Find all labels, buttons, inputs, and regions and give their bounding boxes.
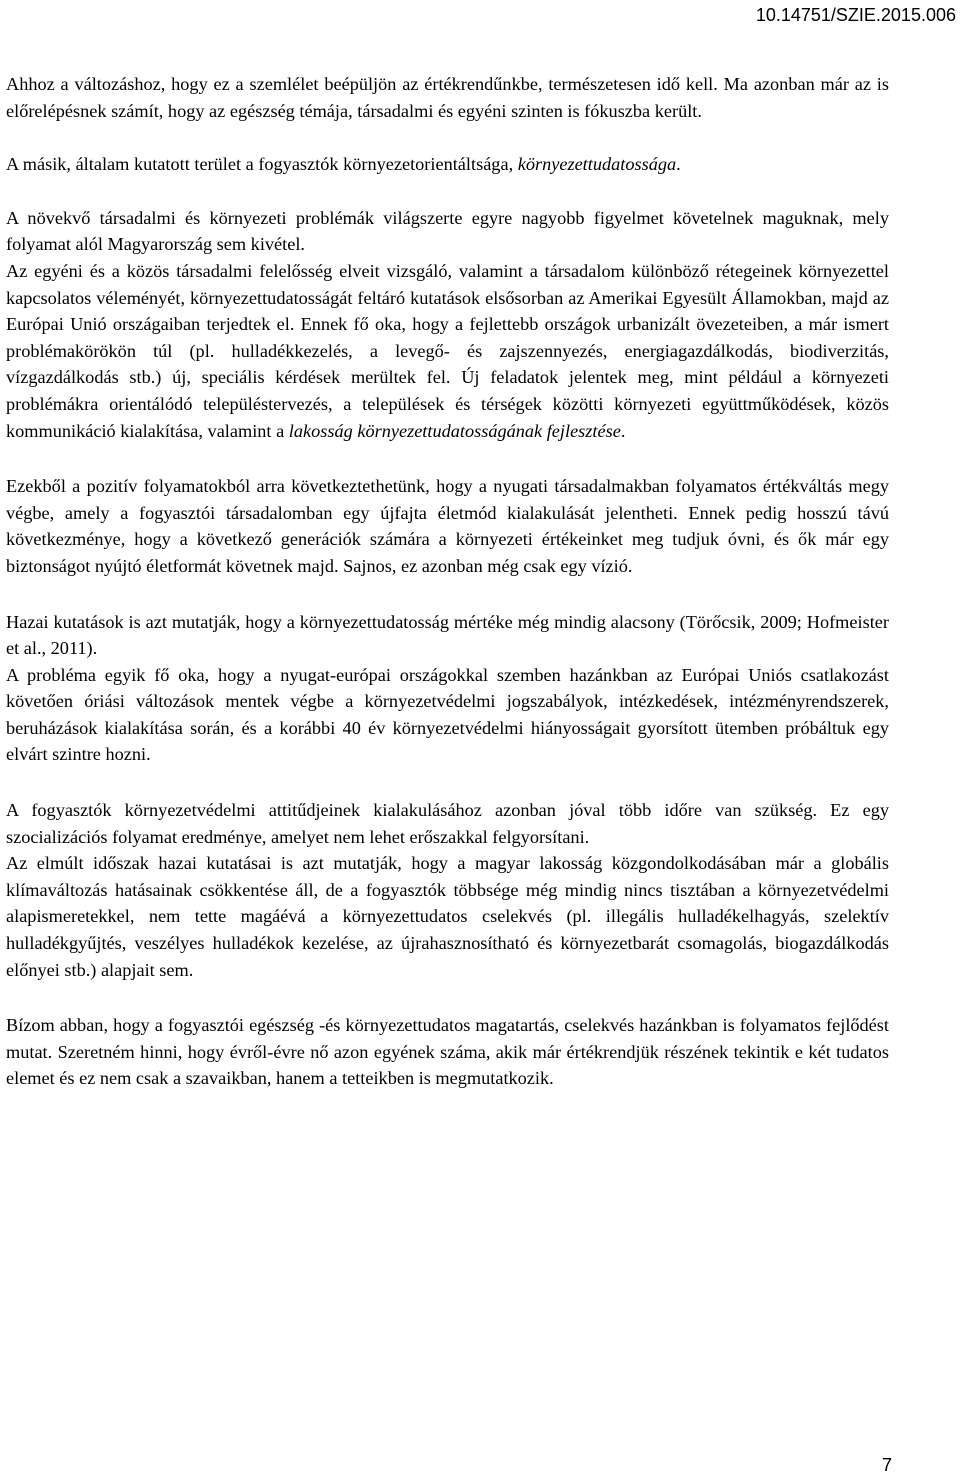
page-number: 7 [881, 1455, 892, 1475]
paragraph-7: A probléma egyik fő oka, hogy a nyugat-európai országokkal szemben hazánkban az Európai Uniós csatlakozást követően óriási változások mentek végbe a környezetvédelmi jogszabályok, intézkedések, intézményrendszerek, beruházások kialakítása során, és a korábbi 40 év környezetvédelmi hiányosságait gyorsított ütemben próbáltuk egy elvárt szintre hozni. [6, 664, 889, 765]
paragraph-5: Ezekből a pozitív folyamatokból arra következtethetünk, hogy a nyugati társadalmakban folyamatos értékváltás megy végbe, amely a fogyasztói társadalomban egy újfajta életmód kialakulását jelentheti. Ennek pedig hosszú távú következménye, hogy a következő generációk számára a környezeti értékeinket meg tudjuk óvni, és ők már egy biztonságot nyújtó életformát követnek majd. Sajnos, ez azonban még csak egy vízió. [6, 476, 889, 576]
paragraph-4-end: . [620, 420, 626, 441]
paragraph-2-emphasis: környezettudatossága [517, 154, 677, 175]
paragraph-4 [6, 258, 889, 444]
paragraph-8: A fogyasztók környezetvédelmi attitűdjeinek kialakulásához azonban jóval több időre van szükség. Ez egy szocializációs folyamat eredménye, amelyet nem lehet erőszakkal felgyorsítani. [6, 800, 889, 847]
paragraph-9: Az elmúlt időszak hazai kutatásai is azt mutatják, hogy a magyar lakosság közgondolkodásában már a globális klímaváltozás hatásainak csökkentése áll, de a fogyasztók többsége még mindig nincs tisztában a környezetvédelmi alapismeretekkel, nem tette magáévá a környezettudatos cselekvés (pl. illegális hulladékelhagyás, szelektív hulladékgyűjtés, veszélyes hulladékok kezelése, az újrahasznosítható és környezetbarát csomagolás, biogazdálkodás előnyei stb.) alapjait sem. [6, 853, 889, 980]
paragraph-6: Hazai kutatások is azt mutatják, hogy a környezettudatosság mértéke még mindig alacsony (Törőcsik, 2009; Hofmeister et al., 2011). [6, 611, 889, 659]
paragraph-4-text: Az egyéni és a közös társadalmi felelősség elveit vizsgáló, valamint a társadalom különböző rétegeinek környezettel kapcsolatos véleményét, környezettudatosságát feltáró kutatások elsősorban az Amerikai Egyesült Államokban, majd az Európai Unió országaiban terjedtek el. Ennek fő oka, hogy a fejlettebb országok urbanizált övezeteiben, a már ismert problémakörökön túl (pl. hulladékkezelés, a levegő- és zajszennyezés, energiagazdálkodás, biodiverzitás, vízgazdálkodás stb.) új, speciális kérdések merültek fel. Új feladatok jelentek meg, mint például a környezeti problémákra orientálódó településtervezés, a települések és térségek közötti környezeti együttműködések, közös kommunikáció kialakítása, valamint a [6, 260, 889, 441]
paragraph-10: Bízom abban, hogy a fogyasztói egészség -és környezettudatos magatartás, cselekvés hazánkban is folyamatos fejlődést mutat. Szeretném hinni, hogy évről-évre nő azon egyének száma, akik már értékrendjük részének tekintik e két tudatos elemet és ez nem csak a szavaikban, hanem a tetteikben is megmutatkozik. [6, 1015, 889, 1089]
paragraph-3: A növekvő társadalmi és környezeti problémák világszerte egyre nagyobb figyelmet követelnek maguknak, mely folyamat alól Magyarország sem kivétel. [6, 207, 889, 255]
paragraph-2-end: . [676, 154, 681, 175]
paragraph-1: Ahhoz a változáshoz, hogy ez a szemlélet beépüljön az értékrendűnkbe, természetesen idő kell. Ma azonban már az is előrelépésnek számít, hogy az egészség témája, társadalmi és egyéni szinten is fókuszba került. [6, 74, 889, 121]
doi-identifier: 10.14751/SZIE.2015.006 [755, 5, 956, 25]
document-body [6, 71, 889, 1092]
paragraph-2-text: A másik, általam kutatott terület a fogyasztók környezetorientáltsága, [6, 154, 518, 175]
paragraph-2 [6, 151, 889, 178]
paragraph-4-emphasis: lakosság környezettudatosságának fejlesztése [288, 420, 621, 441]
